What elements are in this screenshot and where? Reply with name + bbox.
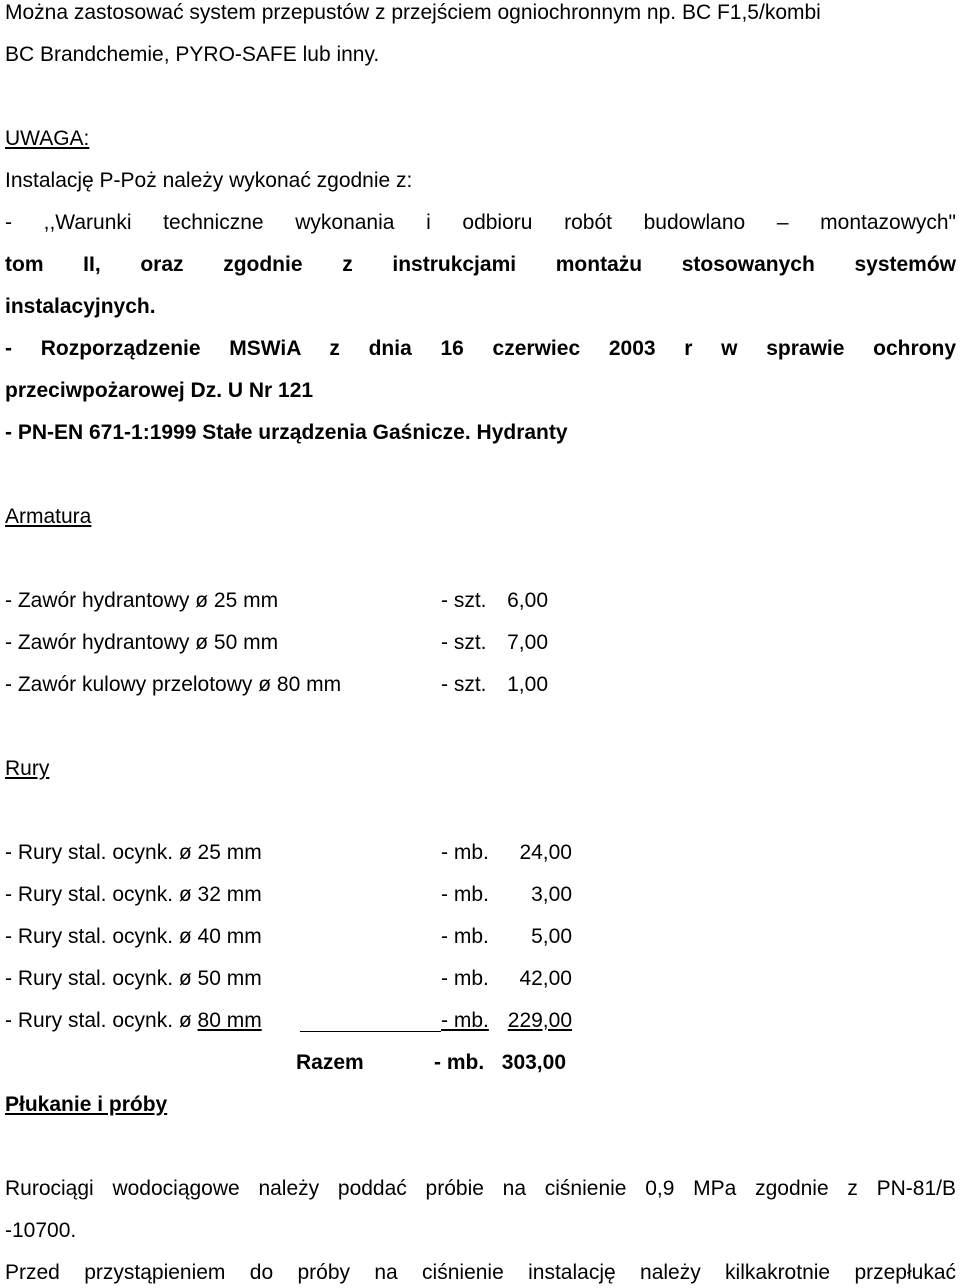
rury-row-prefix: - Rury stal. ocynk. ø	[5, 883, 198, 906]
armatura-row-value: 1,00	[507, 673, 548, 696]
rury-row-size: 50 mm	[197, 967, 262, 990]
rury-row-prefix: - Rury stal. ocynk. ø	[5, 925, 198, 948]
note-heading: UWAGA:	[5, 127, 90, 150]
rury-row-label	[5, 840, 262, 866]
note-item-3: - PN-EN 671-1:1999 Stałe urządzenia Gaśnicze. Hydranty	[5, 421, 568, 444]
armatura-row-value: 7,00	[507, 631, 548, 654]
armatura-row-unit: - szt.	[441, 631, 487, 654]
rury-row-unit: - mb.	[441, 841, 489, 864]
plukanie-para-1-line-1: Rurociągi wodociągowe należy poddać próbie na ciśnienie 0,9 MPa zgodnie z PN-81/B	[5, 1177, 956, 1200]
rury-total-row	[0, 1050, 960, 1076]
rury-row	[0, 924, 960, 950]
plukanie-heading: Płukanie i próby	[5, 1093, 168, 1116]
rury-row	[0, 840, 960, 866]
note-item-2-line-2: przeciwpożarowej Dz. U Nr 121	[5, 379, 314, 402]
armatura-heading: Armatura	[5, 505, 92, 528]
rury-row-prefix: - Rury stal. ocynk. ø	[5, 841, 198, 864]
rury-row-value: 42,00	[519, 967, 572, 990]
armatura-row	[0, 630, 960, 656]
note-lead: Instalację P-Poż należy wykonać zgodnie z:	[5, 169, 413, 192]
rury-row-prefix: - Rury stal. ocynk. ø	[5, 1009, 198, 1032]
armatura-row-label: - Zawór hydrantowy ø 50 mm	[5, 631, 279, 654]
armatura-row	[0, 672, 960, 698]
rury-row-label	[5, 966, 262, 992]
rury-row-unit: - mb.	[441, 967, 489, 990]
note-item-2-line-1: - Rozporządzenie MSWiA z dnia 16 czerwiec 2003 r w sprawie ochrony	[5, 337, 956, 360]
rury-row-label	[5, 924, 262, 950]
rury-row	[0, 882, 960, 908]
note-item-1-line-2: tom II, oraz zgodnie z instrukcjami montażu stosowanych systemów	[5, 253, 956, 276]
rury-heading: Rury	[5, 757, 50, 780]
plukanie-para-1-line-2: -10700.	[5, 1219, 77, 1242]
note-item-1-line-1: - ,,Warunki techniczne wykonania i odbioru robót budowlano – montazowych"	[5, 211, 956, 234]
armatura-row	[0, 588, 960, 614]
rury-row	[0, 966, 960, 992]
armatura-row-label: - Zawór kulowy przelotowy ø 80 mm	[5, 673, 342, 696]
rury-row-underlined	[0, 1008, 960, 1034]
armatura-row-unit: - szt.	[441, 589, 487, 612]
rury-total-value: 303,00	[501, 1051, 566, 1074]
rury-row-unit: - mb.	[441, 883, 489, 906]
rury-row-size: 32 mm	[197, 883, 262, 906]
rury-row-prefix: - Rury stal. ocynk. ø	[5, 967, 198, 990]
rury-row-label	[5, 882, 262, 908]
armatura-row-unit: - szt.	[441, 673, 487, 696]
plukanie-para-2-line-1: Przed przystąpieniem do próby na ciśnienie instalację należy kilkakrotnie przepłukać	[5, 1261, 956, 1284]
rury-row-size: 80 mm	[197, 1009, 262, 1032]
armatura-row-value: 6,00	[507, 589, 548, 612]
armatura-row-label: - Zawór hydrantowy ø 25 mm	[5, 589, 279, 612]
rury-row-value: 229,00	[507, 1009, 572, 1032]
rury-row-value: 24,00	[519, 841, 572, 864]
intro-line-2: BC Brandchemie, PYRO-SAFE lub inny.	[5, 43, 380, 66]
rury-total-unit: - mb.	[434, 1051, 485, 1074]
rury-row-value: 5,00	[531, 925, 572, 948]
underline-rule	[300, 1031, 441, 1032]
rury-row-size: 25 mm	[197, 841, 262, 864]
rury-row-unit: - mb.	[441, 925, 489, 948]
rury-row-unit: - mb.	[441, 1009, 489, 1032]
note-item-1-line-3: instalacyjnych.	[5, 295, 156, 318]
rury-row-label	[5, 1008, 262, 1034]
intro-line-1: Można zastosować system przepustów z przejściem ogniochronnym np. BC F1,5/kombi	[5, 1, 821, 24]
rury-row-size: 40 mm	[197, 925, 262, 948]
rury-total-label: Razem	[296, 1051, 364, 1074]
rury-row-value: 3,00	[531, 883, 572, 906]
